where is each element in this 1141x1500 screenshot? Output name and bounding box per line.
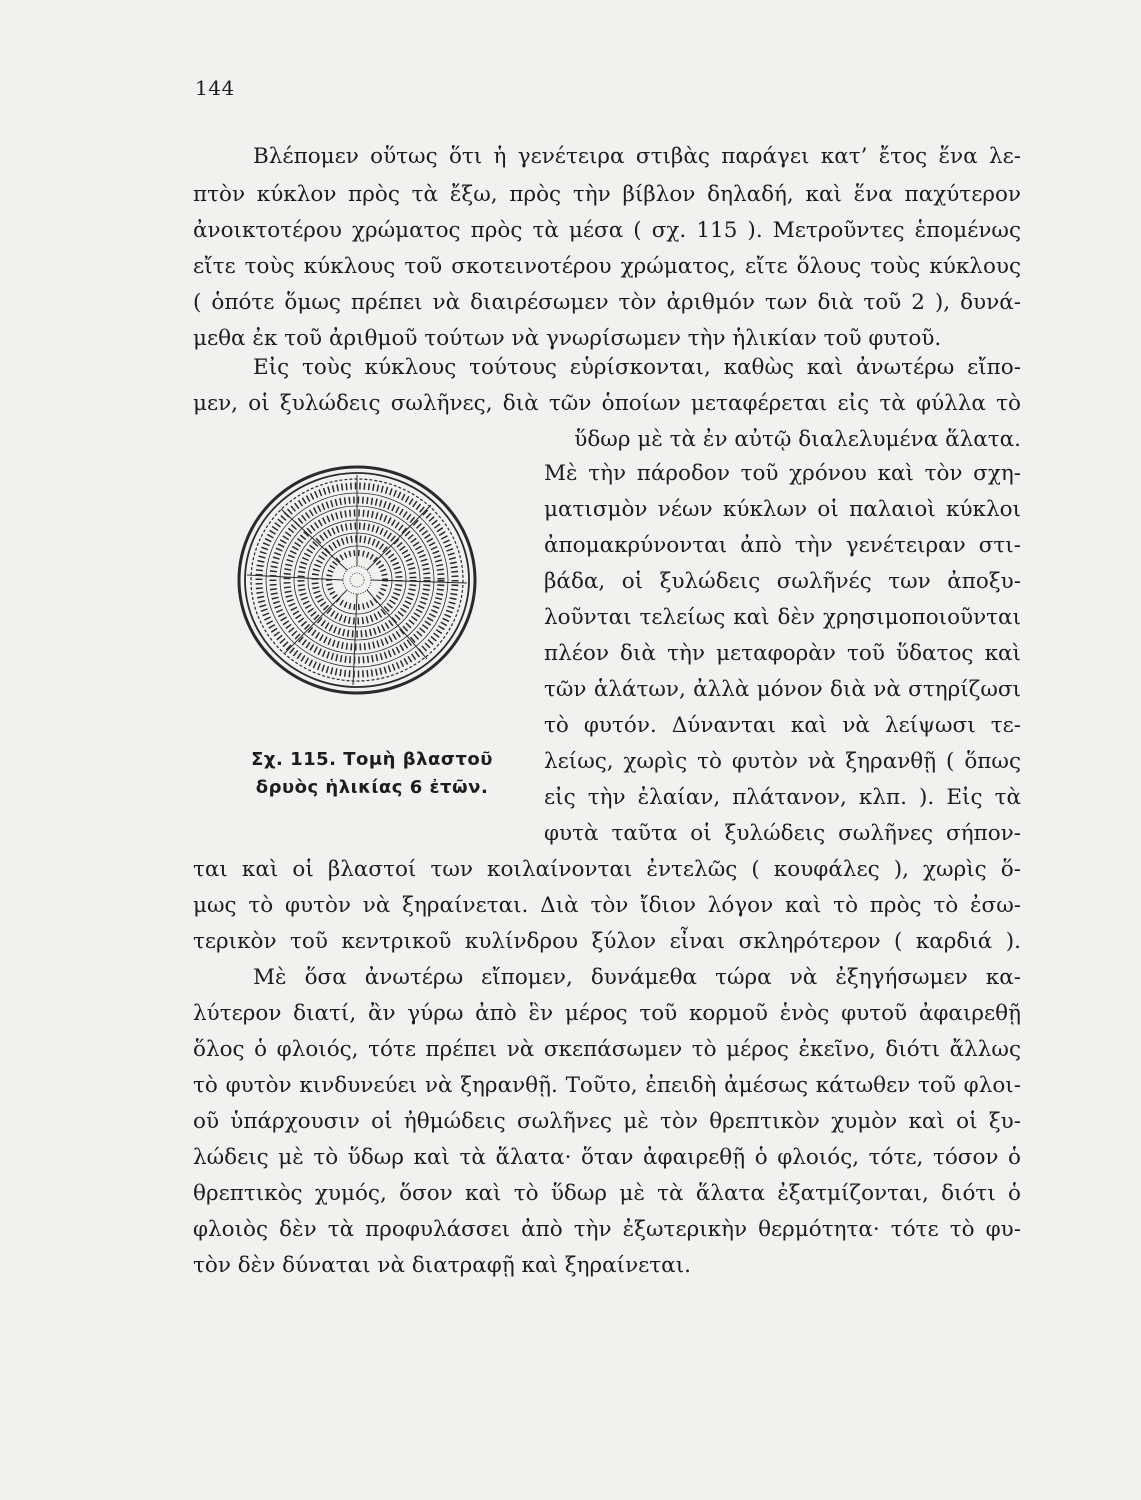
text-line: ἀνοικτοτέρου χρώματος πρὸς τὰ μέσα ( σχ. 115 ). Μετροῦντες ἑπομένως — [193, 218, 1021, 243]
text-line: οῦ ὑπάρχουσιν οἱ ἠθμώδεις σωλῆνες μὲ τὸν θρεπτικὸν χυμὸν καὶ οἱ ξυ- — [193, 1109, 1021, 1134]
text-line: τὸν δὲν δύναται νὰ διατραφῇ καὶ ξηραίνεται. — [193, 1253, 691, 1278]
text-line: βάδα, οἱ ξυλώδεις σωλῆνές των ἀποξυ- — [544, 569, 1021, 594]
text-line: φυτὰ ταῦτα οἱ ξυλώδεις σωλῆνες σήπον- — [544, 821, 1021, 846]
text-line: ται καὶ οἱ βλαστοί των κοιλαίνονται ἐντελῶς ( κουφάλες ), χωρὶς ὅ- — [193, 857, 1021, 882]
text-line: τερικὸν τοῦ κεντρικοῦ κυλίνδρου ξύλον εἶναι σκληρότερον ( καρδιά ). — [193, 929, 1021, 954]
text-line: Βλέπομεν οὕτως ὅτι ἡ γενέτειρα στιβὰς παράγει κατ’ ἔτος ἕνα λε- — [253, 144, 1021, 169]
text-line: ματισμὸν νέων κύκλων οἱ παλαιοὶ κύκλοι — [544, 497, 1021, 522]
text-line: μεθα ἐκ τοῦ ἀριθμοῦ τούτων νὰ γνωρίσωμεν τὴν ἡλικίαν τοῦ φυτοῦ. — [193, 326, 942, 351]
text-line: πτὸν κύκλον πρὸς τὰ ἔξω, πρὸς τὴν βίβλον δηλαδή, καὶ ἕνα παχύτερον — [193, 182, 1021, 207]
text-line: θρεπτικὸς χυμός, ὅσον καὶ τὸ ὕδωρ μὲ τὰ ἅλατα ἐξατμίζονται, διότι ὁ — [193, 1181, 1021, 1206]
text-line: εἰς τὴν ἐλαίαν, πλάτανον, κλπ. ). Εἰς τὰ — [544, 785, 1021, 810]
text-line: μεν, οἱ ξυλώδεις σωλῆνες, διὰ τῶν ὁποίων μεταφέρεται εἰς τὰ φύλλα τὸ — [193, 391, 1021, 416]
text-line: ἀπομακρύνονται ἀπὸ τὴν γενέτειραν στι- — [544, 533, 1021, 558]
text-line: λύτερον διατί, ἂν γύρω ἀπὸ ἓν μέρος τοῦ κορμοῦ ἑνὸς φυτοῦ ἀφαιρεθῇ — [193, 1001, 1021, 1026]
pith — [343, 566, 371, 594]
text-line: Μὲ τὴν πάροδον τοῦ χρόνου καὶ τὸν σχη- — [544, 461, 1021, 486]
text-line: ὅλος ὁ φλοιός, τότε πρέπει νὰ σκεπάσωμεν τὸ μέρος ἐκεῖνο, διότι ἄλλως — [193, 1037, 1021, 1062]
text-line: πλέον διὰ τὴν μεταφορὰν τοῦ ὕδατος καὶ — [544, 641, 1021, 666]
text-line: φλοιὸς δὲν τὰ προφυλάσσει ἀπὸ τὴν ἐξωτερικὴν θερμότητα· τότε τὸ φυ- — [193, 1217, 1021, 1242]
text-line: μως τὸ φυτὸν νὰ ξηραίνεται. Διὰ τὸν ἴδιον λόγον καὶ τὸ πρὸς τὸ ἐσω- — [193, 893, 1021, 918]
text-line: ὕδωρ μὲ τὰ ἐν αὐτῷ διαλελυμένα ἅλατα. — [574, 427, 1021, 452]
text-line: ( ὁπότε ὅμως πρέπει νὰ διαιρέσωμεν τὸν ἀριθμόν των διὰ τοῦ 2 ), δυνά- — [193, 290, 1021, 315]
text-line: λείως, χωρὶς τὸ φυτὸν νὰ ξηρανθῇ ( ὅπως — [544, 749, 1021, 774]
text-line: τὸ φυτόν. Δύνανται καὶ νὰ λείψωσι τε- — [544, 713, 1021, 738]
text-line: Μὲ ὅσα ἀνωτέρω εἴπομεν, δυνάμεθα τώρα νὰ ἐξηγήσωμεν κα- — [253, 965, 1021, 990]
page-number: 144 — [195, 76, 235, 100]
text-line: τὸ φυτὸν κινδυνεύει νὰ ξηρανθῇ. Τοῦτο, ἐπειδὴ ἀμέσως κάτωθεν τοῦ φλοι- — [193, 1073, 1021, 1098]
text-line: τῶν ἁλάτων, ἀλλὰ μόνον διὰ νὰ στηρίζωσι — [544, 677, 1021, 702]
text-line: λώδεις μὲ τὸ ὕδωρ καὶ τὰ ἅλατα· ὅταν ἀφαιρεθῇ ὁ φλοιός, τότε, τόσον ὁ — [193, 1145, 1021, 1170]
text-line: Εἰς τοὺς κύκλους τούτους εὑρίσκονται, καθὼς καὶ ἀνωτέρω εἴπο- — [253, 355, 1021, 380]
tree-cross-section-figure — [235, 463, 480, 698]
figure-caption-line-1: Σχ. 115. Τομὴ βλαστοῦ — [251, 749, 493, 770]
text-line: λοῦνται τελείως καὶ δὲν χρησιμοποιοῦνται — [544, 605, 1021, 630]
figure-caption-line-2: δρυὸς ἡλικίας 6 ἐτῶν. — [255, 777, 489, 798]
text-line: εἴτε τοὺς κύκλους τοῦ σκοτεινοτέρου χρώματος, εἴτε ὅλους τοὺς κύκλους — [193, 254, 1021, 279]
